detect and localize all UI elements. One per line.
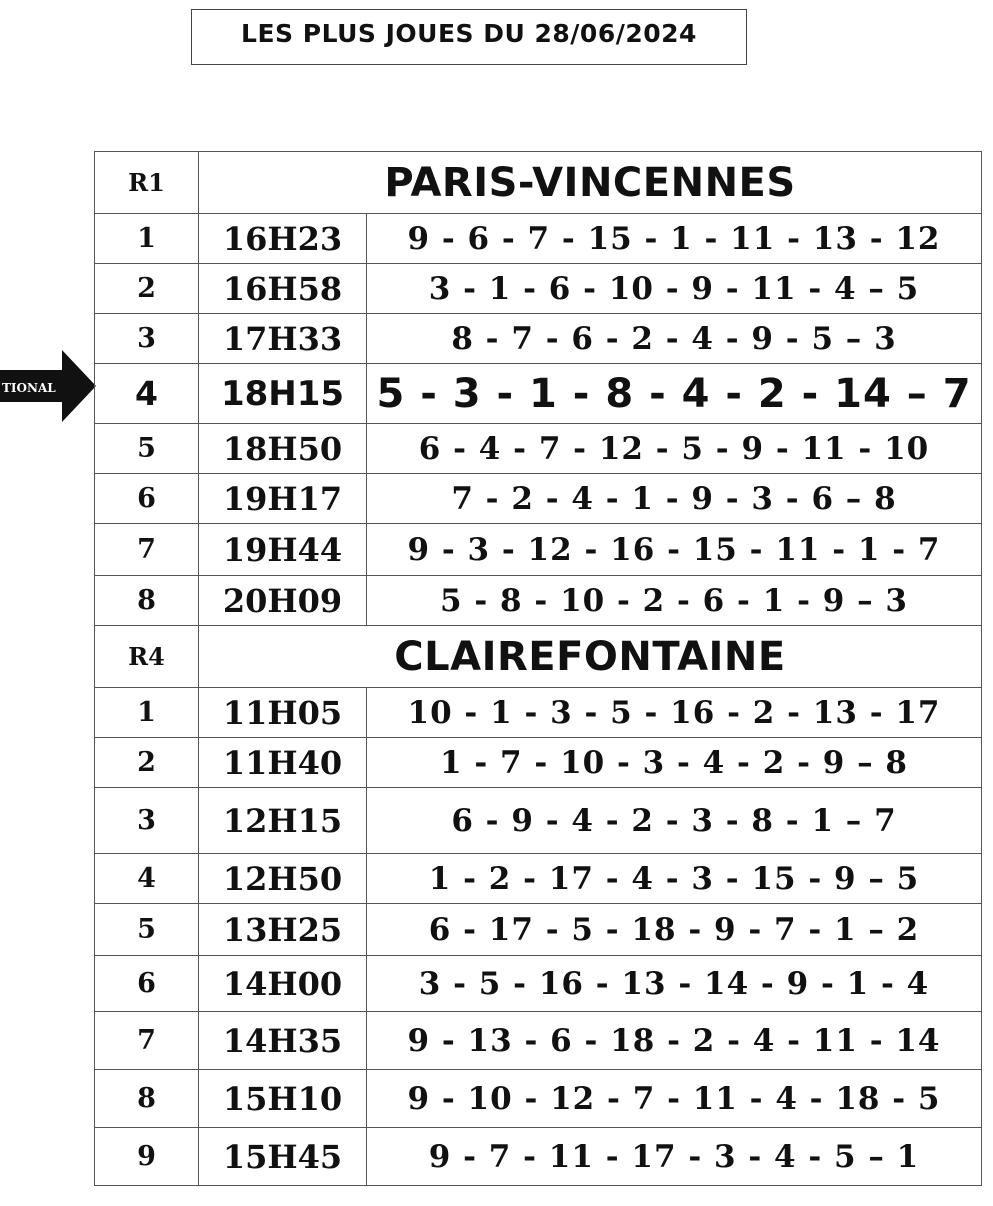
race-row	[95, 1070, 982, 1128]
race-number: 3	[95, 314, 199, 364]
race-row	[95, 524, 982, 576]
race-number: 1	[95, 214, 199, 264]
race-number: 7	[95, 524, 199, 576]
race-time: 14H35	[199, 1012, 367, 1070]
race-time: 17H33	[199, 314, 367, 364]
race-picks: 7 - 2 - 4 - 1 - 9 - 3 - 6 – 8	[367, 474, 982, 524]
race-time: 19H17	[199, 474, 367, 524]
race-picks: 1 - 7 - 10 - 3 - 4 - 2 - 9 – 8	[367, 738, 982, 788]
races-table-body	[95, 152, 982, 1186]
race-row	[95, 688, 982, 738]
page-title-box	[191, 9, 747, 65]
race-picks: 1 - 2 - 17 - 4 - 3 - 15 - 9 – 5	[367, 854, 982, 904]
race-picks: 5 - 3 - 1 - 8 - 4 - 2 - 14 – 7	[367, 364, 982, 424]
race-number: 3	[95, 788, 199, 854]
race-time: 16H23	[199, 214, 367, 264]
race-time: 11H40	[199, 738, 367, 788]
race-number: 9	[95, 1128, 199, 1186]
race-time: 19H44	[199, 524, 367, 576]
race-number: 2	[95, 264, 199, 314]
race-picks: 3 - 5 - 16 - 13 - 14 - 9 - 1 - 4	[367, 956, 982, 1012]
race-number: 8	[95, 576, 199, 626]
race-time: 15H10	[199, 1070, 367, 1128]
meeting-code: R4	[95, 626, 199, 688]
race-picks: 8 - 7 - 6 - 2 - 4 - 9 - 5 – 3	[367, 314, 982, 364]
race-number: 2	[95, 738, 199, 788]
race-time: 15H45	[199, 1128, 367, 1186]
race-row	[95, 364, 982, 424]
race-number: 4	[95, 854, 199, 904]
arrow-right-icon	[0, 350, 96, 422]
race-row	[95, 854, 982, 904]
race-number: 8	[95, 1070, 199, 1128]
meeting-venue: CLAIREFONTAINE	[199, 626, 982, 688]
race-row	[95, 576, 982, 626]
race-time: 12H50	[199, 854, 367, 904]
race-picks: 9 - 10 - 12 - 7 - 11 - 4 - 18 - 5	[367, 1070, 982, 1128]
race-row	[95, 214, 982, 264]
race-time: 12H15	[199, 788, 367, 854]
meeting-header-row	[95, 152, 982, 214]
race-time: 18H50	[199, 424, 367, 474]
race-picks: 6 - 17 - 5 - 18 - 9 - 7 - 1 – 2	[367, 904, 982, 956]
race-picks: 9 - 7 - 11 - 17 - 3 - 4 - 5 – 1	[367, 1128, 982, 1186]
race-number: 1	[95, 688, 199, 738]
race-row	[95, 788, 982, 854]
race-picks: 6 - 4 - 7 - 12 - 5 - 9 - 11 - 10	[367, 424, 982, 474]
race-row	[95, 314, 982, 364]
race-time: 13H25	[199, 904, 367, 956]
race-picks: 5 - 8 - 10 - 2 - 6 - 1 - 9 – 3	[367, 576, 982, 626]
race-number: 7	[95, 1012, 199, 1070]
race-number: 5	[95, 904, 199, 956]
arrow-label: TIONAL	[2, 381, 56, 395]
race-time: 14H00	[199, 956, 367, 1012]
race-picks: 10 - 1 - 3 - 5 - 16 - 2 - 13 - 17	[367, 688, 982, 738]
race-picks: 9 - 6 - 7 - 15 - 1 - 11 - 13 - 12	[367, 214, 982, 264]
race-time: 16H58	[199, 264, 367, 314]
meeting-header-row	[95, 626, 982, 688]
race-row	[95, 738, 982, 788]
race-picks: 3 - 1 - 6 - 10 - 9 - 11 - 4 – 5	[367, 264, 982, 314]
race-number: 6	[95, 956, 199, 1012]
race-number: 6	[95, 474, 199, 524]
race-row	[95, 956, 982, 1012]
meeting-venue: PARIS-VINCENNES	[199, 152, 982, 214]
race-time: 11H05	[199, 688, 367, 738]
race-number: 4	[95, 364, 199, 424]
race-row	[95, 474, 982, 524]
race-picks: 9 - 13 - 6 - 18 - 2 - 4 - 11 - 14	[367, 1012, 982, 1070]
race-row	[95, 1128, 982, 1186]
race-number: 5	[95, 424, 199, 474]
race-row	[95, 264, 982, 314]
race-picks: 6 - 9 - 4 - 2 - 3 - 8 - 1 – 7	[367, 788, 982, 854]
races-table	[94, 151, 982, 1186]
race-time: 18H15	[199, 364, 367, 424]
race-row	[95, 424, 982, 474]
race-row	[95, 904, 982, 956]
page-title: LES PLUS JOUES DU 28/06/2024	[241, 18, 697, 48]
race-row	[95, 1012, 982, 1070]
race-picks: 9 - 3 - 12 - 16 - 15 - 11 - 1 - 7	[367, 524, 982, 576]
meeting-code: R1	[95, 152, 199, 214]
race-time: 20H09	[199, 576, 367, 626]
